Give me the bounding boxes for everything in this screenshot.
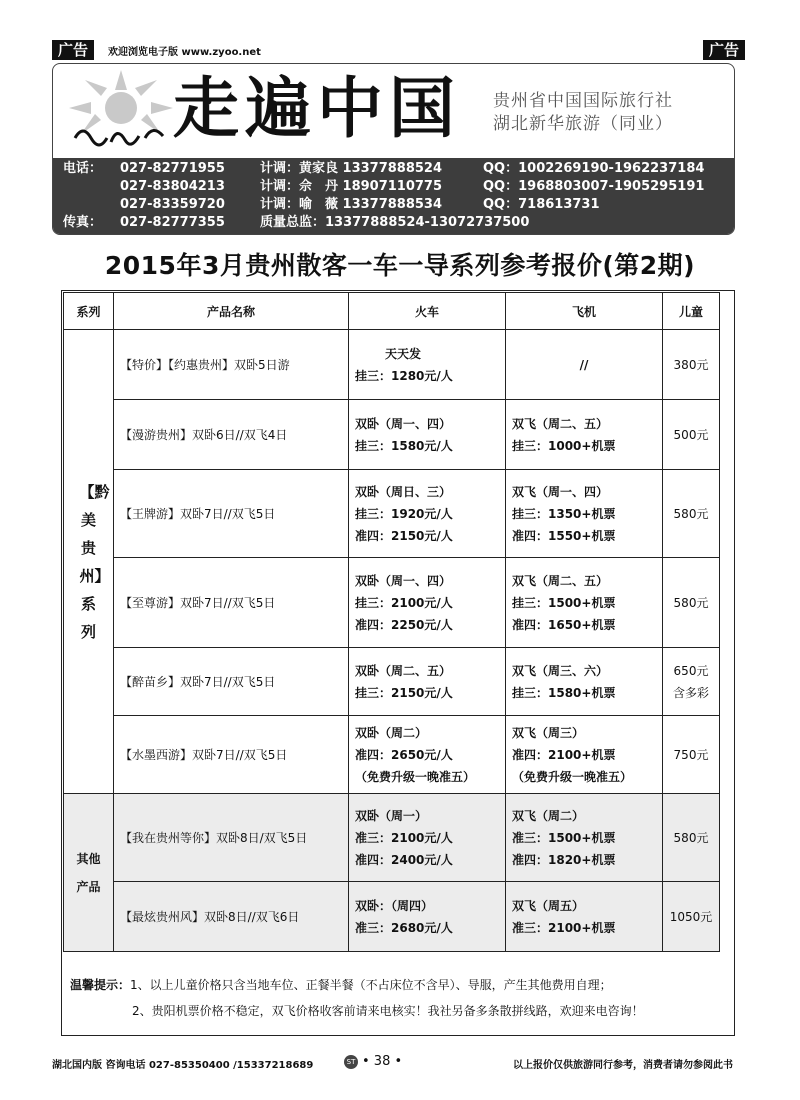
train-line: 天天发 bbox=[385, 346, 422, 361]
plane-line: 准四：2100+机票 bbox=[512, 747, 616, 762]
header-train: 火车 bbox=[349, 293, 506, 330]
table-row bbox=[64, 558, 720, 648]
train-line: 挂三：2100元/人 bbox=[355, 595, 453, 610]
train-line: 准三：2100元/人 bbox=[355, 830, 453, 845]
tips-line-1 bbox=[70, 972, 730, 998]
child-line: 580元 bbox=[673, 830, 709, 845]
plane-price bbox=[506, 648, 663, 716]
page-number-block bbox=[344, 1054, 402, 1069]
train-line: 准四：2400元/人 bbox=[355, 852, 453, 867]
page-title: 2015年3月贵州散客一车一导系列参考报价(第2期) bbox=[104, 251, 696, 280]
train-line: 双卧（周日、三） bbox=[355, 484, 452, 499]
brand-title: 走遍中国 bbox=[173, 69, 461, 147]
series-cell bbox=[64, 330, 114, 794]
train-line: 双卧（周一） bbox=[355, 808, 428, 823]
phone-number[interactable]: 027-82771955 bbox=[120, 161, 225, 176]
agency-names bbox=[493, 90, 673, 136]
logo-area bbox=[53, 64, 734, 158]
product-name: 【我在贵州等你】双卧8日/双飞5日 bbox=[114, 794, 349, 882]
plane-line: 双飞（周二、五） bbox=[512, 416, 609, 431]
contact-panel bbox=[53, 158, 734, 234]
train-price bbox=[349, 400, 506, 470]
plane-line: 双飞（周一、四） bbox=[512, 484, 609, 499]
train-line: 准三：2680元/人 bbox=[355, 920, 453, 935]
ad-tag-left: 广告 bbox=[52, 40, 94, 60]
quality-director: 质量总监：13377888524-13072737500 bbox=[260, 215, 530, 230]
plane-line: 挂三：1350+机票 bbox=[512, 506, 616, 521]
product-name: 【至尊游】双卧7日//双飞5日 bbox=[114, 558, 349, 648]
header-child: 儿童 bbox=[663, 293, 720, 330]
child-price bbox=[663, 882, 720, 952]
table-row bbox=[64, 882, 720, 952]
table-row bbox=[64, 470, 720, 558]
table-row bbox=[64, 794, 720, 882]
product-name: 【最炫贵州风】双卧8日//双飞6日 bbox=[114, 882, 349, 952]
tips-line-2 bbox=[70, 998, 730, 1024]
child-price bbox=[663, 794, 720, 882]
child-price bbox=[663, 330, 720, 400]
train-price bbox=[349, 648, 506, 716]
train-line: 挂三：2150元/人 bbox=[355, 685, 453, 700]
qq-numbers: QQ：1968803007-1905295191 bbox=[483, 179, 705, 194]
plane-price bbox=[506, 558, 663, 648]
train-line: 挂三：1580元/人 bbox=[355, 438, 453, 453]
plane-line: 双飞（周三、六） bbox=[512, 663, 609, 678]
footer-contact: 湖北国内版 咨询电话 027-85350400 /15337218689 bbox=[52, 1060, 314, 1071]
phone-number[interactable]: 027-83359720 bbox=[120, 197, 225, 212]
agency-banner bbox=[52, 63, 735, 235]
series-label: 【黔美贵州】系列 bbox=[79, 482, 110, 641]
child-price bbox=[663, 400, 720, 470]
plane-price bbox=[506, 400, 663, 470]
child-line: 580元 bbox=[673, 595, 709, 610]
price-table bbox=[63, 292, 720, 952]
table-header-row bbox=[64, 293, 720, 330]
child-line: 500元 bbox=[673, 427, 709, 442]
table-row bbox=[64, 648, 720, 716]
child-price bbox=[663, 648, 720, 716]
plane-line: 准三：2100+机票 bbox=[512, 920, 616, 935]
train-line: 双卧（周一、四） bbox=[355, 573, 452, 588]
train-line: （免费升级一晚准五） bbox=[355, 769, 476, 784]
header-series: 系列 bbox=[64, 293, 114, 330]
train-line: 准四：2150元/人 bbox=[355, 528, 453, 543]
agency-line-2: 湖北新华旅游（同业） bbox=[493, 114, 673, 134]
phone-number[interactable]: 027-83804213 bbox=[120, 179, 225, 194]
qq-numbers: QQ：1002269190-1962237184 bbox=[483, 161, 705, 176]
series-cell-other bbox=[64, 794, 114, 952]
plane-line: 双飞（周三） bbox=[512, 725, 585, 740]
contact-label: 电话： bbox=[63, 161, 103, 176]
site-url[interactable]: 欢迎浏览电子版 www.zyoo.net bbox=[108, 47, 261, 58]
product-name: 【醉苗乡】双卧7日//双飞5日 bbox=[114, 648, 349, 716]
contact-person: 计调：喻 薇 13377888534 bbox=[260, 197, 443, 212]
train-line: 挂三：1920元/人 bbox=[355, 506, 453, 521]
tips-text-1: 1、以上儿童价格只含当地车位、正餐半餐（不占床位不含早）、导服，产生其他费用自理； bbox=[130, 978, 612, 992]
plane-price bbox=[506, 794, 663, 882]
child-line: 580元 bbox=[673, 506, 709, 521]
child-line: 650元 bbox=[673, 663, 709, 678]
plane-line: 挂三：1500+机票 bbox=[512, 595, 616, 610]
sun-logo-icon bbox=[61, 68, 179, 152]
plane-line: 双飞（周五） bbox=[512, 898, 585, 913]
train-price bbox=[349, 794, 506, 882]
child-line: 750元 bbox=[673, 747, 709, 762]
contact-person: 计调：黄家良 13377888524 bbox=[260, 161, 443, 176]
product-name: 【水墨西游】双卧7日//双飞5日 bbox=[114, 716, 349, 794]
plane-price bbox=[506, 330, 663, 400]
child-price bbox=[663, 716, 720, 794]
train-line: 挂三：1280元/人 bbox=[355, 368, 453, 383]
plane-line: 准四：1650+机票 bbox=[512, 617, 616, 632]
child-price bbox=[663, 470, 720, 558]
qq-numbers: QQ：718613731 bbox=[483, 197, 600, 212]
series-label-other: 其他产品 bbox=[76, 851, 101, 894]
product-name: 【特价】【约惠贵州】双卧5日游 bbox=[114, 330, 349, 400]
page-number: • 38 • bbox=[362, 1054, 403, 1069]
plane-price bbox=[506, 470, 663, 558]
plane-line: 挂三：1580+机票 bbox=[512, 685, 616, 700]
plane-line: 双飞（周二、五） bbox=[512, 573, 609, 588]
footer-disclaimer: 以上报价仅供旅游同行参考，消费者请勿参阅此书 bbox=[513, 1060, 733, 1071]
tips-section bbox=[70, 972, 730, 1024]
page-footer bbox=[52, 1056, 733, 1072]
agency-line-1: 贵州省中国国际旅行社 bbox=[493, 91, 673, 111]
train-line: 准四：2650元/人 bbox=[355, 747, 453, 762]
table-row bbox=[64, 330, 720, 400]
train-line: 双卧（周一、四） bbox=[355, 416, 452, 431]
plane-line: 准四：1820+机票 bbox=[512, 852, 616, 867]
plane-line: 挂三：1000+机票 bbox=[512, 438, 616, 453]
fax-number[interactable]: 027-82777355 bbox=[120, 215, 225, 230]
header-product: 产品名称 bbox=[114, 293, 349, 330]
train-price bbox=[349, 470, 506, 558]
tips-text-2: 2、贵阳机票价格不稳定，双飞价格收客前请来电核实！我社另备多条散拼线路，欢迎来电咨询！ bbox=[132, 1004, 644, 1018]
train-price bbox=[349, 882, 506, 952]
child-line: 380元 bbox=[673, 357, 709, 372]
plane-line: 双飞（周二） bbox=[512, 808, 585, 823]
child-line: 1050元 bbox=[669, 909, 713, 924]
train-price bbox=[349, 716, 506, 794]
plane-line: // bbox=[579, 357, 589, 372]
header-plane: 飞机 bbox=[506, 293, 663, 330]
plane-price bbox=[506, 716, 663, 794]
plane-price bbox=[506, 882, 663, 952]
table-row bbox=[64, 400, 720, 470]
child-line: 含多彩 bbox=[672, 685, 709, 700]
table-row bbox=[64, 716, 720, 794]
train-line: 双卧：（周四） bbox=[355, 898, 434, 913]
contact-person: 计调：佘 丹 18907110775 bbox=[260, 179, 443, 194]
train-line: 双卧（周二、五） bbox=[355, 663, 452, 678]
tips-label: 温馨提示： bbox=[70, 978, 131, 992]
child-price bbox=[663, 558, 720, 648]
publisher-badge-icon: ST bbox=[344, 1055, 358, 1069]
product-name: 【漫游贵州】双卧6日//双飞4日 bbox=[114, 400, 349, 470]
train-price bbox=[349, 330, 506, 400]
contact-label: 传真： bbox=[63, 215, 103, 230]
product-name: 【王牌游】双卧7日//双飞5日 bbox=[114, 470, 349, 558]
train-price bbox=[349, 558, 506, 648]
plane-line: （免费升级一晚准五） bbox=[512, 769, 633, 784]
train-line: 双卧（周二） bbox=[355, 725, 428, 740]
train-line: 准四：2250元/人 bbox=[355, 617, 453, 632]
plane-line: 准四：1550+机票 bbox=[512, 528, 616, 543]
plane-line: 准三：1500+机票 bbox=[512, 830, 616, 845]
ad-tag-right: 广告 bbox=[703, 40, 745, 60]
